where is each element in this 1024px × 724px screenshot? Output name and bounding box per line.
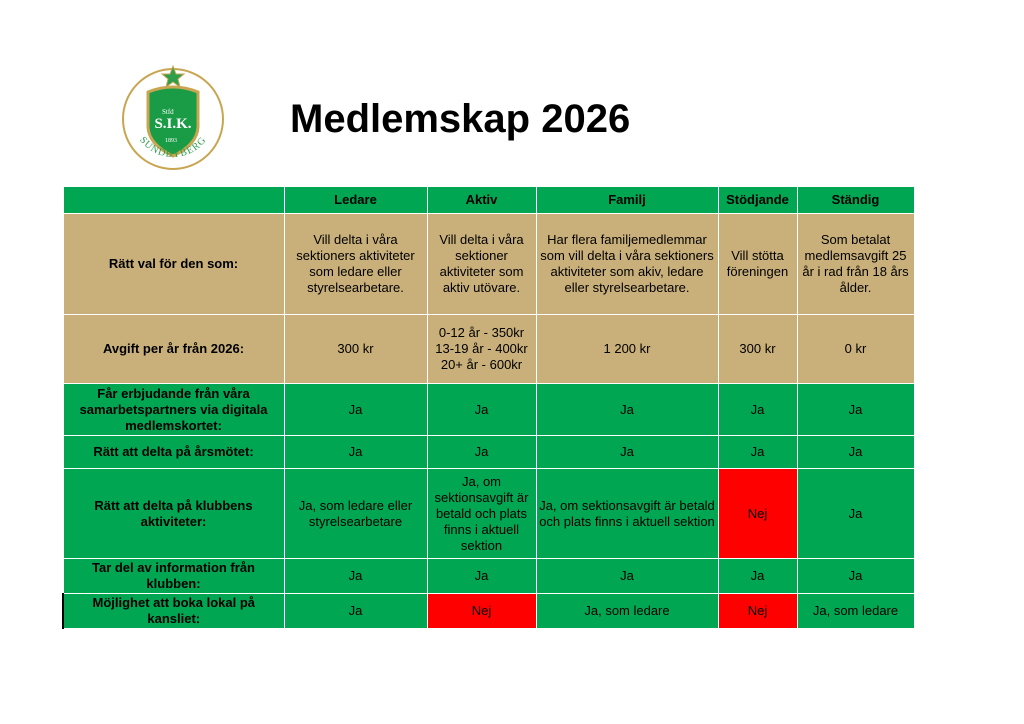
table-cell: Ja <box>797 469 914 559</box>
table-cell: Ja, om sektionsavgift är betald och plats finns i aktuell sektion <box>427 469 536 559</box>
table-cell: Ja <box>718 559 797 594</box>
table-row <box>63 436 914 469</box>
table-cell: Vill stötta föreningen <box>718 214 797 315</box>
table-cell: 0 kr <box>797 315 914 384</box>
page-title: Medlemskap 2026 <box>290 97 631 141</box>
row-label: Möjlighet att boka lokal på kansliet: <box>63 594 284 629</box>
membership-table <box>62 186 915 629</box>
table-row <box>63 469 914 559</box>
table-cell: Ja <box>797 559 914 594</box>
table-header-row <box>63 187 914 214</box>
club-logo <box>118 64 228 174</box>
table-cell: 300 kr <box>718 315 797 384</box>
table-cell: Nej <box>718 469 797 559</box>
table-row <box>63 594 914 629</box>
table-cell: Ja <box>536 436 718 469</box>
logo-founded: Stfd <box>162 108 174 116</box>
column-header <box>63 187 284 214</box>
cell-line: 0-12 år - 350kr <box>438 325 525 340</box>
table-cell: Ja <box>284 559 427 594</box>
table-cell: Ja <box>797 384 914 436</box>
logo-year: 1893 <box>165 138 177 144</box>
table-cell: Nej <box>718 594 797 629</box>
cell-line: 20+ år - 600kr <box>440 357 523 372</box>
table-cell: Ja, som ledare eller styrelsearbetare <box>284 469 427 559</box>
row-label: Tar del av information från klubben: <box>63 559 284 594</box>
column-header: Ständig <box>797 187 914 214</box>
table-row <box>63 315 914 384</box>
column-header: Stödjande <box>718 187 797 214</box>
table-cell: Ja, om sektionsavgift är betald och plats finns i aktuell sektion <box>536 469 718 559</box>
table-cell: Som betalat medlemsavgift 25 år i rad från 18 års ålder. <box>797 214 914 315</box>
row-label: Avgift per år från 2026: <box>63 315 284 384</box>
table-cell: Ja <box>427 436 536 469</box>
table-cell: Ja <box>284 384 427 436</box>
column-header: Aktiv <box>427 187 536 214</box>
table-cell: Nej <box>427 594 536 629</box>
row-label: Får erbjudande från våra samarbetspartners via digitala medlemskortet: <box>63 384 284 436</box>
table-cell <box>427 315 536 384</box>
table-row <box>63 214 914 315</box>
table-cell: Ja, som ledare <box>536 594 718 629</box>
cell-line: 13-19 år - 400kr <box>435 341 528 356</box>
table-cell: Ja <box>536 384 718 436</box>
table-cell: 300 kr <box>284 315 427 384</box>
logo-abbr: S.I.K. <box>154 116 192 132</box>
table-cell: Ja <box>427 384 536 436</box>
table-cell: Har flera familjemedlemmar som vill delta i våra sektioners aktiviteter som akiv, ledare eller styrelsearbetare. <box>536 214 718 315</box>
table-row <box>63 559 914 594</box>
row-label: Rätt val för den som: <box>63 214 284 315</box>
table-cell: Ja <box>718 384 797 436</box>
table-cell: Vill delta i våra sektioner aktiviteter som aktiv utövare. <box>427 214 536 315</box>
row-label: Rätt att delta på klubbens aktiviteter: <box>63 469 284 559</box>
table-cell: Ja <box>718 436 797 469</box>
table-cell: Ja <box>284 594 427 629</box>
table-cell: Ja <box>797 436 914 469</box>
table-cell: Ja <box>536 559 718 594</box>
table-row <box>63 384 914 436</box>
table-cell: Ja, som ledare <box>797 594 914 629</box>
logo-name: SUNDBYBERG <box>137 134 209 161</box>
column-header: Ledare <box>284 187 427 214</box>
table-cell: Ja <box>427 559 536 594</box>
row-label: Rätt att delta på årsmötet: <box>63 436 284 469</box>
table-cell: Vill delta i våra sektioners aktiviteter som ledare eller styrelsearbetare. <box>284 214 427 315</box>
column-header: Familj <box>536 187 718 214</box>
table-cell: 1 200 kr <box>536 315 718 384</box>
table-cell: Ja <box>284 436 427 469</box>
